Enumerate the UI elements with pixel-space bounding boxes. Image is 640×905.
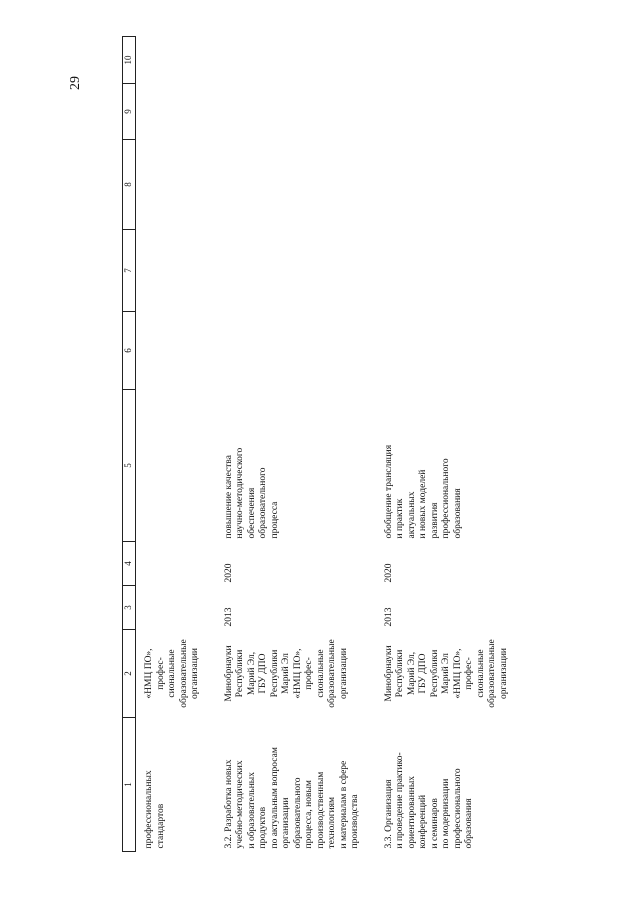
activity-cell-line: технологиям xyxy=(327,796,337,849)
executors-cell-line: профес- xyxy=(155,657,166,690)
executors-cell xyxy=(376,630,525,718)
table-row xyxy=(376,37,525,852)
empty-cell-col-7 xyxy=(376,230,525,312)
executors-cell-line: организации xyxy=(498,648,509,700)
activity-cell-line: ориентированных xyxy=(406,776,417,849)
executors-cell-line: организации xyxy=(338,648,349,700)
executors-cell-line: «НМЦ ПО», xyxy=(144,648,154,699)
executors-cell-line: Республики xyxy=(395,649,405,698)
expected-result-cell-line: обеспечения xyxy=(246,487,257,539)
executors-cell-line: образовательные xyxy=(487,639,497,708)
executors-cell-line: Марий Эл, xyxy=(246,651,257,696)
executors-cell-line: Республики xyxy=(235,649,245,698)
executors-cell-line: Минобрнауки xyxy=(223,645,234,702)
column-header-6: 6 xyxy=(123,312,136,390)
executors-cell-line: «НМЦ ПО», xyxy=(292,648,303,699)
column-header-5: 5 xyxy=(123,390,136,542)
column-header-1: 1 xyxy=(123,718,136,852)
expected-result-cell-line: научно-методического xyxy=(235,447,245,539)
expected-result-cell xyxy=(136,390,216,542)
start-year-cell: 2013 xyxy=(383,607,394,627)
activity-cell-line: конференций xyxy=(418,794,428,849)
end-year-cell: 2020 xyxy=(223,563,234,583)
empty-cell-col-6 xyxy=(376,312,525,390)
empty-cell-col-9 xyxy=(216,84,376,140)
executors-cell-line: профес- xyxy=(464,657,474,690)
column-header-9: 9 xyxy=(123,84,136,140)
empty-cell-col-9 xyxy=(376,84,525,140)
empty-cell-col-10 xyxy=(136,37,216,84)
column-header-4: 4 xyxy=(123,542,136,586)
column-header-7: 7 xyxy=(123,230,136,312)
executors-cell-line: Республики xyxy=(429,649,440,698)
expected-result-cell-line: обобщение трансляция xyxy=(383,444,394,539)
executors-cell-line: «НМЦ ПО», xyxy=(452,648,463,699)
executors-cell-line: Республики xyxy=(269,649,280,698)
page-number: 29 xyxy=(68,76,83,90)
header-row xyxy=(123,37,136,852)
column-header-2: 2 xyxy=(123,630,136,718)
empty-cell-col-6 xyxy=(136,312,216,390)
plan-table xyxy=(122,36,524,852)
activity-cell-line: 3.3. Организация xyxy=(383,779,394,849)
rotated-table-container xyxy=(122,37,517,852)
activity-cell-line: профессионального xyxy=(452,768,463,849)
executors-cell-line: Марий Эл xyxy=(281,653,291,694)
executors-cell-line: сиональные xyxy=(315,649,326,698)
column-header-10: 10 xyxy=(123,37,136,84)
activity-cell-line: профессиональных xyxy=(144,770,154,849)
empty-cell-col-10 xyxy=(376,37,525,84)
activity-cell-line: процесса, новым xyxy=(304,780,314,849)
activity-cell-line: и образовательных xyxy=(246,772,257,849)
activity-cell-line: учебно-методических xyxy=(235,760,245,849)
expected-result-cell-line: актуальных xyxy=(406,491,417,539)
activity-cell-line: и материалам в сфере xyxy=(338,760,349,849)
activity-cell-line: продуктов xyxy=(258,806,268,849)
empty-cell-col-8 xyxy=(376,140,525,230)
expected-result-cell-line: образовательного xyxy=(258,467,268,539)
activity-cell xyxy=(136,718,216,852)
expected-result-cell-line: повышение качества xyxy=(223,455,234,539)
table-row xyxy=(136,37,216,852)
expected-result-cell xyxy=(376,390,525,542)
expected-result-cell-line: и практик xyxy=(395,498,405,539)
executors-cell-line: Марий Эл xyxy=(441,653,451,694)
empty-cell-col-9 xyxy=(136,84,216,140)
expected-result-cell-line: процесса xyxy=(269,501,280,539)
empty-cell-col-6 xyxy=(216,312,376,390)
executors-cell-line: сиональные xyxy=(167,649,177,698)
executors-cell xyxy=(216,630,376,718)
expected-result-cell-line: и новых моделей xyxy=(418,469,428,539)
empty-cell-col-7 xyxy=(216,230,376,312)
executors-cell-line: Марий Эл, xyxy=(406,651,417,696)
executors-cell-line: профес- xyxy=(304,657,314,690)
activity-cell-line: и проведение практико- xyxy=(395,752,405,849)
activity-cell-line: и семинаров xyxy=(429,798,440,849)
activity-cell-line: 3.2. Разработка новых xyxy=(223,759,234,849)
expected-result-cell-line: профессионального xyxy=(441,458,451,539)
activity-cell-line: производственным xyxy=(315,771,326,849)
activity-cell-line: производства xyxy=(350,794,360,849)
activity-cell-line: образования xyxy=(464,798,474,849)
empty-cell-col-10 xyxy=(216,37,376,84)
activity-cell-line: по модернизации xyxy=(441,778,451,849)
executors-cell-line: образовательные xyxy=(327,639,337,708)
empty-cell-col-7 xyxy=(136,230,216,312)
column-header-3: 3 xyxy=(123,586,136,630)
table-row xyxy=(216,37,376,852)
executors-cell-line: ГБУ ДПО xyxy=(418,653,428,694)
start-year-cell xyxy=(136,586,216,630)
executors-cell-line: организации xyxy=(190,648,200,700)
executors-cell-line: Минобрнауки xyxy=(383,645,394,702)
expected-result-cell-line: образования xyxy=(452,488,463,539)
activity-cell xyxy=(376,718,525,852)
empty-cell-col-8 xyxy=(216,140,376,230)
executors-cell-line: ГБУ ДПО xyxy=(258,653,268,694)
executors-cell-line: образовательные xyxy=(178,639,189,708)
activity-cell-line: организации xyxy=(281,797,291,849)
start-year-cell: 2013 xyxy=(223,607,234,627)
activity-cell-line: по актуальным вопросам xyxy=(269,747,280,849)
expected-result-cell xyxy=(216,390,376,542)
end-year-cell xyxy=(136,542,216,586)
empty-cell-col-8 xyxy=(136,140,216,230)
executors-cell xyxy=(136,630,216,718)
activity-cell-line: стандартов xyxy=(155,803,166,849)
end-year-cell: 2020 xyxy=(383,563,394,583)
expected-result-cell-line: развития xyxy=(429,502,440,539)
activity-cell xyxy=(216,718,376,852)
executors-cell-line: сиональные xyxy=(475,649,486,698)
activity-cell-line: образовательного xyxy=(292,777,303,849)
column-header-8: 8 xyxy=(123,140,136,230)
